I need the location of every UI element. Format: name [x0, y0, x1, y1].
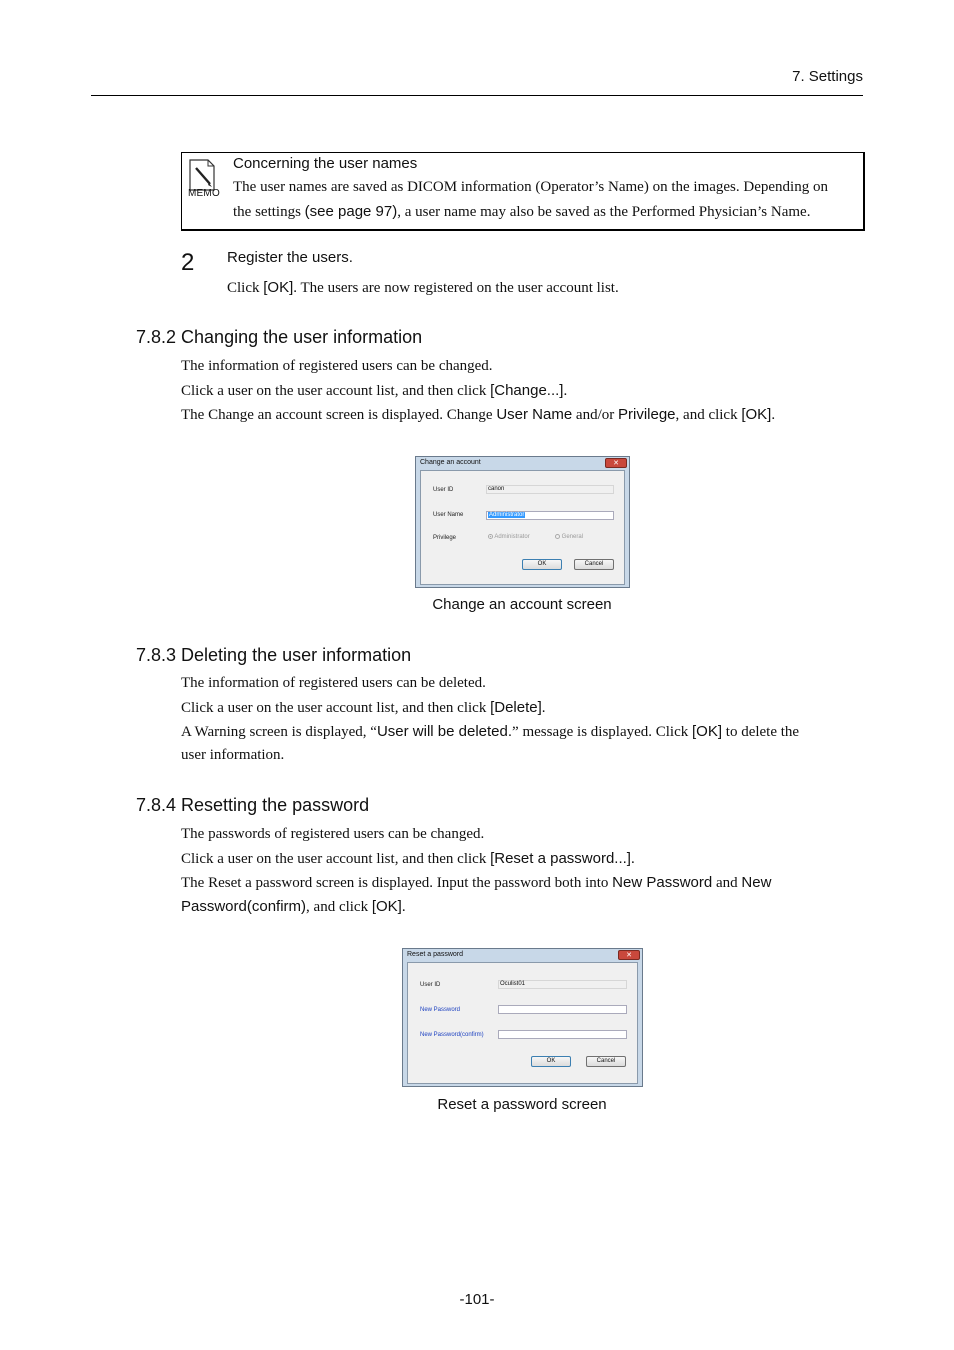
- reset-password-dialog: [402, 948, 643, 1087]
- dialog-title: Change an account: [420, 459, 481, 466]
- step-title: Register the users.: [227, 249, 353, 266]
- user-id-label: User ID: [433, 487, 454, 493]
- radio-general[interactable]: General: [555, 534, 583, 540]
- header-rule: [91, 95, 863, 96]
- step-number: 2: [181, 249, 195, 276]
- page-number: -101-: [459, 1291, 495, 1308]
- paragraph: Click a user on the user account list, and then click [Reset a password...].: [181, 850, 635, 867]
- memo-box: [181, 152, 865, 231]
- radio-icon: [488, 534, 493, 539]
- figure-caption: Reset a password screen: [437, 1096, 607, 1113]
- dialog-body: [407, 962, 638, 1084]
- paragraph: The information of registered users can be changed.: [181, 358, 493, 374]
- paragraph: user information.: [181, 747, 285, 763]
- cancel-button[interactable]: Cancel: [586, 1056, 626, 1067]
- figure-caption: Change an account screen: [432, 596, 612, 613]
- paragraph: Password(confirm), and click [OK].: [181, 898, 406, 915]
- paragraph: The passwords of registered users can be changed.: [181, 826, 485, 842]
- user-id-label: User ID: [420, 982, 441, 988]
- paragraph: A Warning screen is displayed, “User will be deleted.” message is displayed. Click [OK] to delete the: [181, 723, 800, 740]
- confirm-password-input[interactable]: [498, 1030, 627, 1039]
- privilege-label: Privilege: [433, 535, 457, 541]
- dialog-body: [420, 470, 625, 585]
- section-heading-7-8-2: 7.8.2 Changing the user information: [136, 327, 423, 347]
- section-heading-7-8-3: 7.8.3 Deleting the user information: [136, 645, 412, 665]
- paragraph: Click a user on the user account list, and then click [Delete].: [181, 699, 546, 716]
- paragraph: The Change an account screen is displayed. Change User Name and/or Privilege, and click [OK].: [181, 406, 776, 423]
- page-reference: (see page 97): [304, 203, 398, 220]
- close-icon[interactable]: ✕: [618, 950, 640, 960]
- close-icon[interactable]: ✕: [605, 458, 627, 468]
- radio-administrator[interactable]: Administrator: [488, 534, 530, 540]
- paragraph: The Reset a password screen is displayed. Input the password both into New Password and New: [181, 874, 772, 891]
- memo-text-line-1: The user names are saved as DICOM information (Operator’s Name) on the images. Depending on: [233, 179, 828, 195]
- confirm-password-label: New Password(confirm): [420, 1032, 484, 1038]
- dialog-title: Reset a password: [407, 951, 464, 958]
- ok-button[interactable]: OK: [531, 1056, 571, 1067]
- memo-title: Concerning the user names: [233, 155, 418, 172]
- change-account-dialog: [415, 456, 630, 588]
- new-password-label: New Password: [420, 1007, 461, 1013]
- paragraph: Click a user on the user account list, and then click [Change...].: [181, 382, 568, 399]
- step-body: Click [OK]. The users are now registered on the user account list.: [227, 279, 619, 296]
- user-id-field: canon: [486, 485, 614, 494]
- ok-button[interactable]: OK: [522, 559, 562, 570]
- user-name-label: User Name: [433, 512, 464, 518]
- memo-text-line-2: the settings (see page 97), a user name may also be saved as the Performed Physician’s Name.: [233, 203, 811, 220]
- new-password-input[interactable]: [498, 1005, 627, 1014]
- section-heading-7-8-4: 7.8.4 Resetting the password: [136, 795, 370, 815]
- cancel-button[interactable]: Cancel: [574, 559, 614, 570]
- paragraph: The information of registered users can be deleted.: [181, 675, 486, 691]
- radio-icon: [555, 534, 560, 539]
- user-name-input[interactable]: Administrator: [486, 511, 614, 520]
- user-id-field: Oculist01: [498, 980, 627, 989]
- running-header: 7. Settings: [792, 68, 863, 85]
- memo-icon-label: MEMO: [188, 188, 220, 199]
